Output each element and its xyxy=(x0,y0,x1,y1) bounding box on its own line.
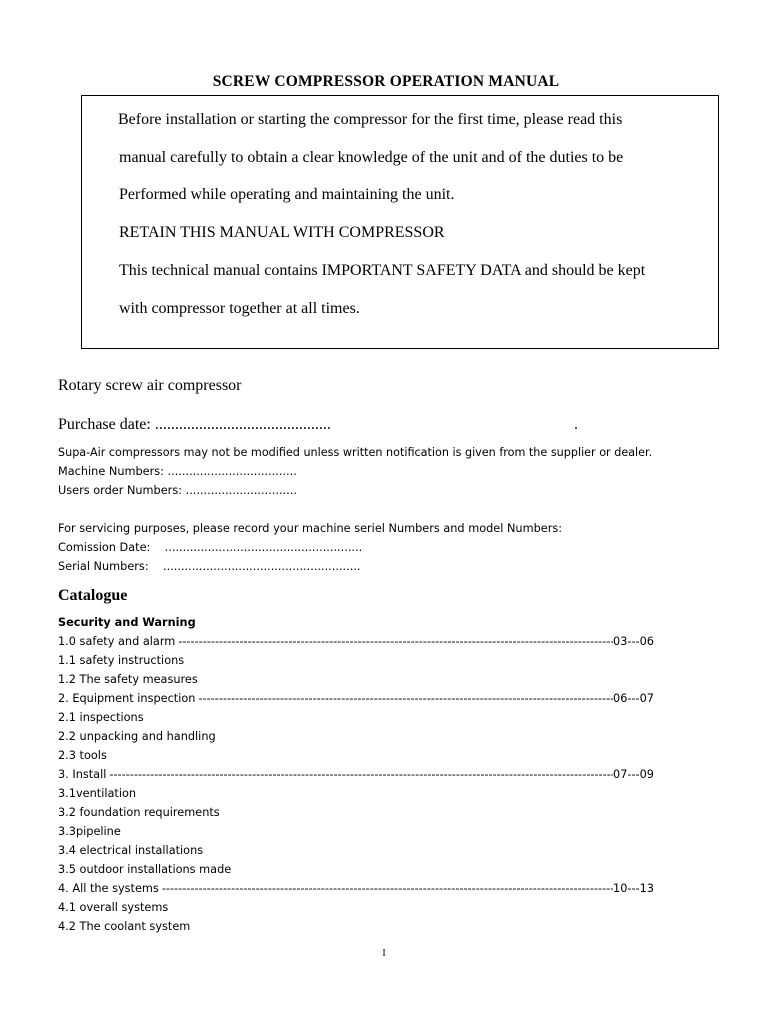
modification-note: Supa-Air compressors may not be modified unless written notification is given from the supplier or dealer. xyxy=(58,446,653,459)
toc-entry[interactable] xyxy=(58,673,654,686)
toc-entry[interactable] xyxy=(58,711,654,724)
notice-line-2: manual carefully to obtain a clear knowledge of the unit and of the duties to be xyxy=(119,149,624,166)
serial-numbers-field: Serial Numbers: ....................................................... xyxy=(58,560,361,573)
toc-entry[interactable] xyxy=(58,806,654,819)
notice-line-6: with compressor together at all times. xyxy=(119,300,360,317)
toc-section-heading: Security and Warning xyxy=(58,616,196,629)
notice-line-4: RETAIN THIS MANUAL WITH COMPRESSOR xyxy=(119,224,445,241)
toc-entry[interactable] xyxy=(58,749,654,762)
toc-entry-label: 1.1 safety instructions xyxy=(58,654,185,667)
toc-entry-label: 3.1ventilation xyxy=(58,787,137,800)
toc-entry-label: 3.2 foundation requirements xyxy=(58,806,220,819)
servicing-note: For servicing purposes, please record your machine seriel Numbers and model Numbers: xyxy=(58,522,563,535)
toc-entry-label: 3.5 outdoor installations made xyxy=(58,863,232,876)
toc-entry[interactable] xyxy=(58,920,654,933)
notice-line-1: Before installation or starting the compressor for the first time, please read this xyxy=(118,111,623,128)
toc-entry-label: 2.2 unpacking and handling xyxy=(58,730,216,743)
users-order-numbers-field: Users order Numbers: ............................... xyxy=(58,484,297,497)
toc-entry-pages: 07---09 xyxy=(613,768,654,781)
product-name: Rotary screw air compressor xyxy=(58,377,242,394)
comission-date-field: Comission Date: ....................................................... xyxy=(58,541,363,554)
toc-entry-label: 2.3 tools xyxy=(58,749,107,762)
notice-line-3: Performed while operating and maintaining the unit. xyxy=(119,186,455,203)
toc-entry-label: 1.2 The safety measures xyxy=(58,673,198,686)
toc-entry-pages: 06---07 xyxy=(613,692,654,705)
toc-entry-label: 2. Equipment inspection xyxy=(58,692,196,705)
toc-entry[interactable] xyxy=(58,863,654,876)
toc-leader xyxy=(175,635,613,648)
toc-entry[interactable] xyxy=(58,654,654,667)
toc-entry[interactable] xyxy=(58,882,654,895)
machine-numbers-field: Machine Numbers: .................................... xyxy=(58,465,297,478)
notice-line-5: This technical manual contains IMPORTANT SAFETY DATA and should be kept xyxy=(119,262,646,279)
page-number: I xyxy=(382,948,386,959)
toc-entry-label: 3.4 electrical installations xyxy=(58,844,204,857)
toc-entry-pages: 03---06 xyxy=(613,635,654,648)
notice-box xyxy=(81,95,719,349)
toc-entry-pages: 10---13 xyxy=(613,882,654,895)
catalogue-heading: Catalogue xyxy=(58,587,128,604)
purchase-date-end: . xyxy=(574,416,578,433)
toc-entry-label: 4.1 overall systems xyxy=(58,901,169,914)
toc-entry[interactable] xyxy=(58,692,654,705)
page-title: SCREW COMPRESSOR OPERATION MANUAL xyxy=(212,73,560,90)
toc-entry-label: 4. All the systems xyxy=(58,882,159,895)
toc-entry-label: 2.1 inspections xyxy=(58,711,144,724)
toc-entry-label: 4.2 The coolant system xyxy=(58,920,191,933)
toc-entry-label: 1.0 safety and alarm xyxy=(58,635,176,648)
toc-leader xyxy=(159,882,613,895)
purchase-date-field: Purchase date: ............................................ xyxy=(58,416,331,433)
toc-entry[interactable] xyxy=(58,730,654,743)
toc-entry[interactable] xyxy=(58,901,654,914)
toc-leader xyxy=(106,768,613,781)
toc-entry[interactable] xyxy=(58,825,654,838)
toc-entry[interactable] xyxy=(58,768,654,781)
toc-entry-label: 3. Install xyxy=(58,768,107,781)
toc-entry[interactable] xyxy=(58,844,654,857)
toc-entry[interactable] xyxy=(58,787,654,800)
toc-leader xyxy=(195,692,613,705)
toc-entry[interactable] xyxy=(58,635,654,648)
toc-entry-label: 3.3pipeline xyxy=(58,825,121,838)
